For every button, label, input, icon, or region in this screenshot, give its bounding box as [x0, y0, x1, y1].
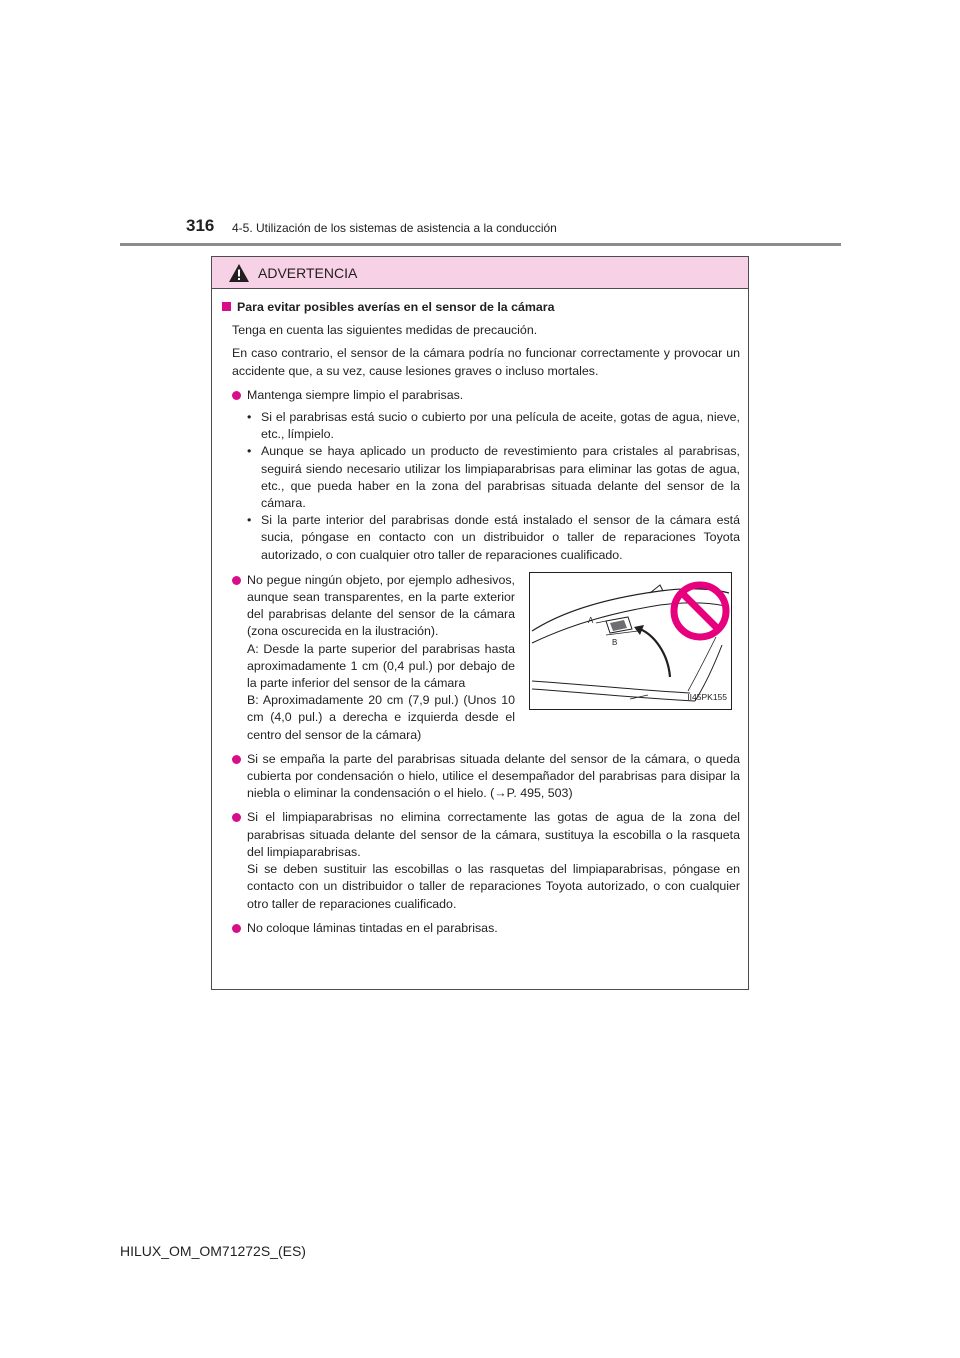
section-title: 4-5. Utilización de los sistemas de asistencia a la conducción [232, 221, 557, 235]
warning-title: ADVERTENCIA [258, 264, 358, 281]
figure-label-a: A [588, 615, 594, 625]
bullet-dot-icon [232, 391, 241, 400]
bullet-item [222, 387, 740, 404]
bullet-text: Mantenga siempre limpio el parabrisas. [247, 387, 464, 402]
two-column-section [222, 572, 740, 744]
sub-item [247, 512, 740, 564]
header-rule [120, 243, 841, 246]
definition-a: A: Desde la parte superior del parabrisas hasta aproximadamente 1 cm (0,4 pul.) por debajo de la parte inferior del sensor de la cámara [247, 641, 515, 691]
prohibition-icon [674, 585, 726, 637]
warning-heading [222, 299, 740, 316]
bullet-text: No coloque láminas tintadas en el parabrisas. [247, 920, 498, 935]
warning-content [212, 289, 748, 937]
bullet-item [222, 920, 740, 937]
warning-triangle-icon [228, 263, 250, 283]
sub-item [247, 443, 740, 512]
bullet-text: Si se empaña la parte del parabrisas situada delante del sensor de la cámara, o queda cubierta por condensación o hielo, utilice el desempañador del parabrisas para disipar la niebla o eliminar la condensación o el hielo. (→P. 495, 503) [247, 751, 740, 801]
bullet-text-part: Si el limpiaparabrisas no elimina correctamente las gotas de agua de la zona del parabrisas situada delante del sensor de la cámara, sustituya la escobilla o la rasqueta del limpiaparabrisas. [247, 810, 740, 859]
sub-bullet-icon: • [247, 444, 252, 459]
bullet-dot-icon [232, 576, 241, 585]
warning-box [211, 256, 749, 990]
sub-item-text: Aunque se haya aplicado un producto de revestimiento para cristales al parabrisas, seguirá siendo necesario utilizar los limpiaparabrisas para eliminar las gotas de agua, etc., que pueda haber en la zona del parabrisas situada delante del sensor de la cámara. [261, 444, 740, 511]
bullet-item [232, 572, 515, 641]
bullet-item [222, 751, 740, 803]
footer-doc-code: HILUX_OM_OM71272S_(ES) [120, 1243, 306, 1259]
bullet-dot-icon [232, 924, 241, 933]
warning-header [212, 257, 748, 289]
left-column [232, 572, 515, 744]
bullet-dot-icon [232, 755, 241, 764]
intro-text-2: En caso contrario, el sensor de la cámara podría no funcionar correctamente y provocar un accidente que, a su vez, cause lesiones graves o incluso mortales. [232, 346, 740, 378]
warning-heading-text: Para evitar posibles averías en el sensor de la cámara [237, 300, 555, 314]
intro-text-1: Tenga en cuenta las siguientes medidas de precaución. [232, 323, 538, 338]
sub-item [247, 409, 740, 443]
definition-b: B: Aproximadamente 20 cm (7,9 pul.) (Unos 10 cm (4,0 pul.) a derecha e izquierda desde el centro del sensor de la cámara) [247, 693, 515, 742]
sub-list [222, 409, 740, 564]
sub-item-text: Si la parte interior del parabrisas donde está instalado el sensor de la cámara está sucia, póngase en contacto con un distribuidor o taller de reparaciones Toyota autorizado, o con cualquier otro taller de reparaciones cualificado. [261, 513, 740, 562]
figure-code: II45PK155 [687, 691, 727, 702]
sub-item-text: Si el parabrisas está sucio o cubierto por una película de aceite, gotas de agua, nieve, etc., límpielo. [261, 410, 740, 442]
figure-label-b: B [612, 637, 618, 647]
page-number: 316 [186, 216, 215, 235]
sub-bullet-icon: • [247, 513, 252, 528]
bullet-text: No pegue ningún objeto, por ejemplo adhesivos, aunque sean transparentes, en la parte exterior del parabrisas delante del sensor de la cámara (zona oscurecida en la ilustración). [247, 572, 515, 639]
bullet-text-part: Si se deben sustituir las escobillas o las rasquetas del limpiaparabrisas, póngase en contacto con un distribuidor o taller de reparaciones Toyota autorizado, o con cualquier otro taller de reparaciones cualificado. [247, 862, 740, 911]
bullet-dot-icon [232, 813, 241, 822]
sub-bullet-icon: • [247, 410, 252, 425]
windshield-illustration [529, 572, 732, 710]
bullet-item [222, 809, 740, 912]
square-marker-icon [222, 302, 231, 311]
bullet-text [247, 809, 740, 912]
